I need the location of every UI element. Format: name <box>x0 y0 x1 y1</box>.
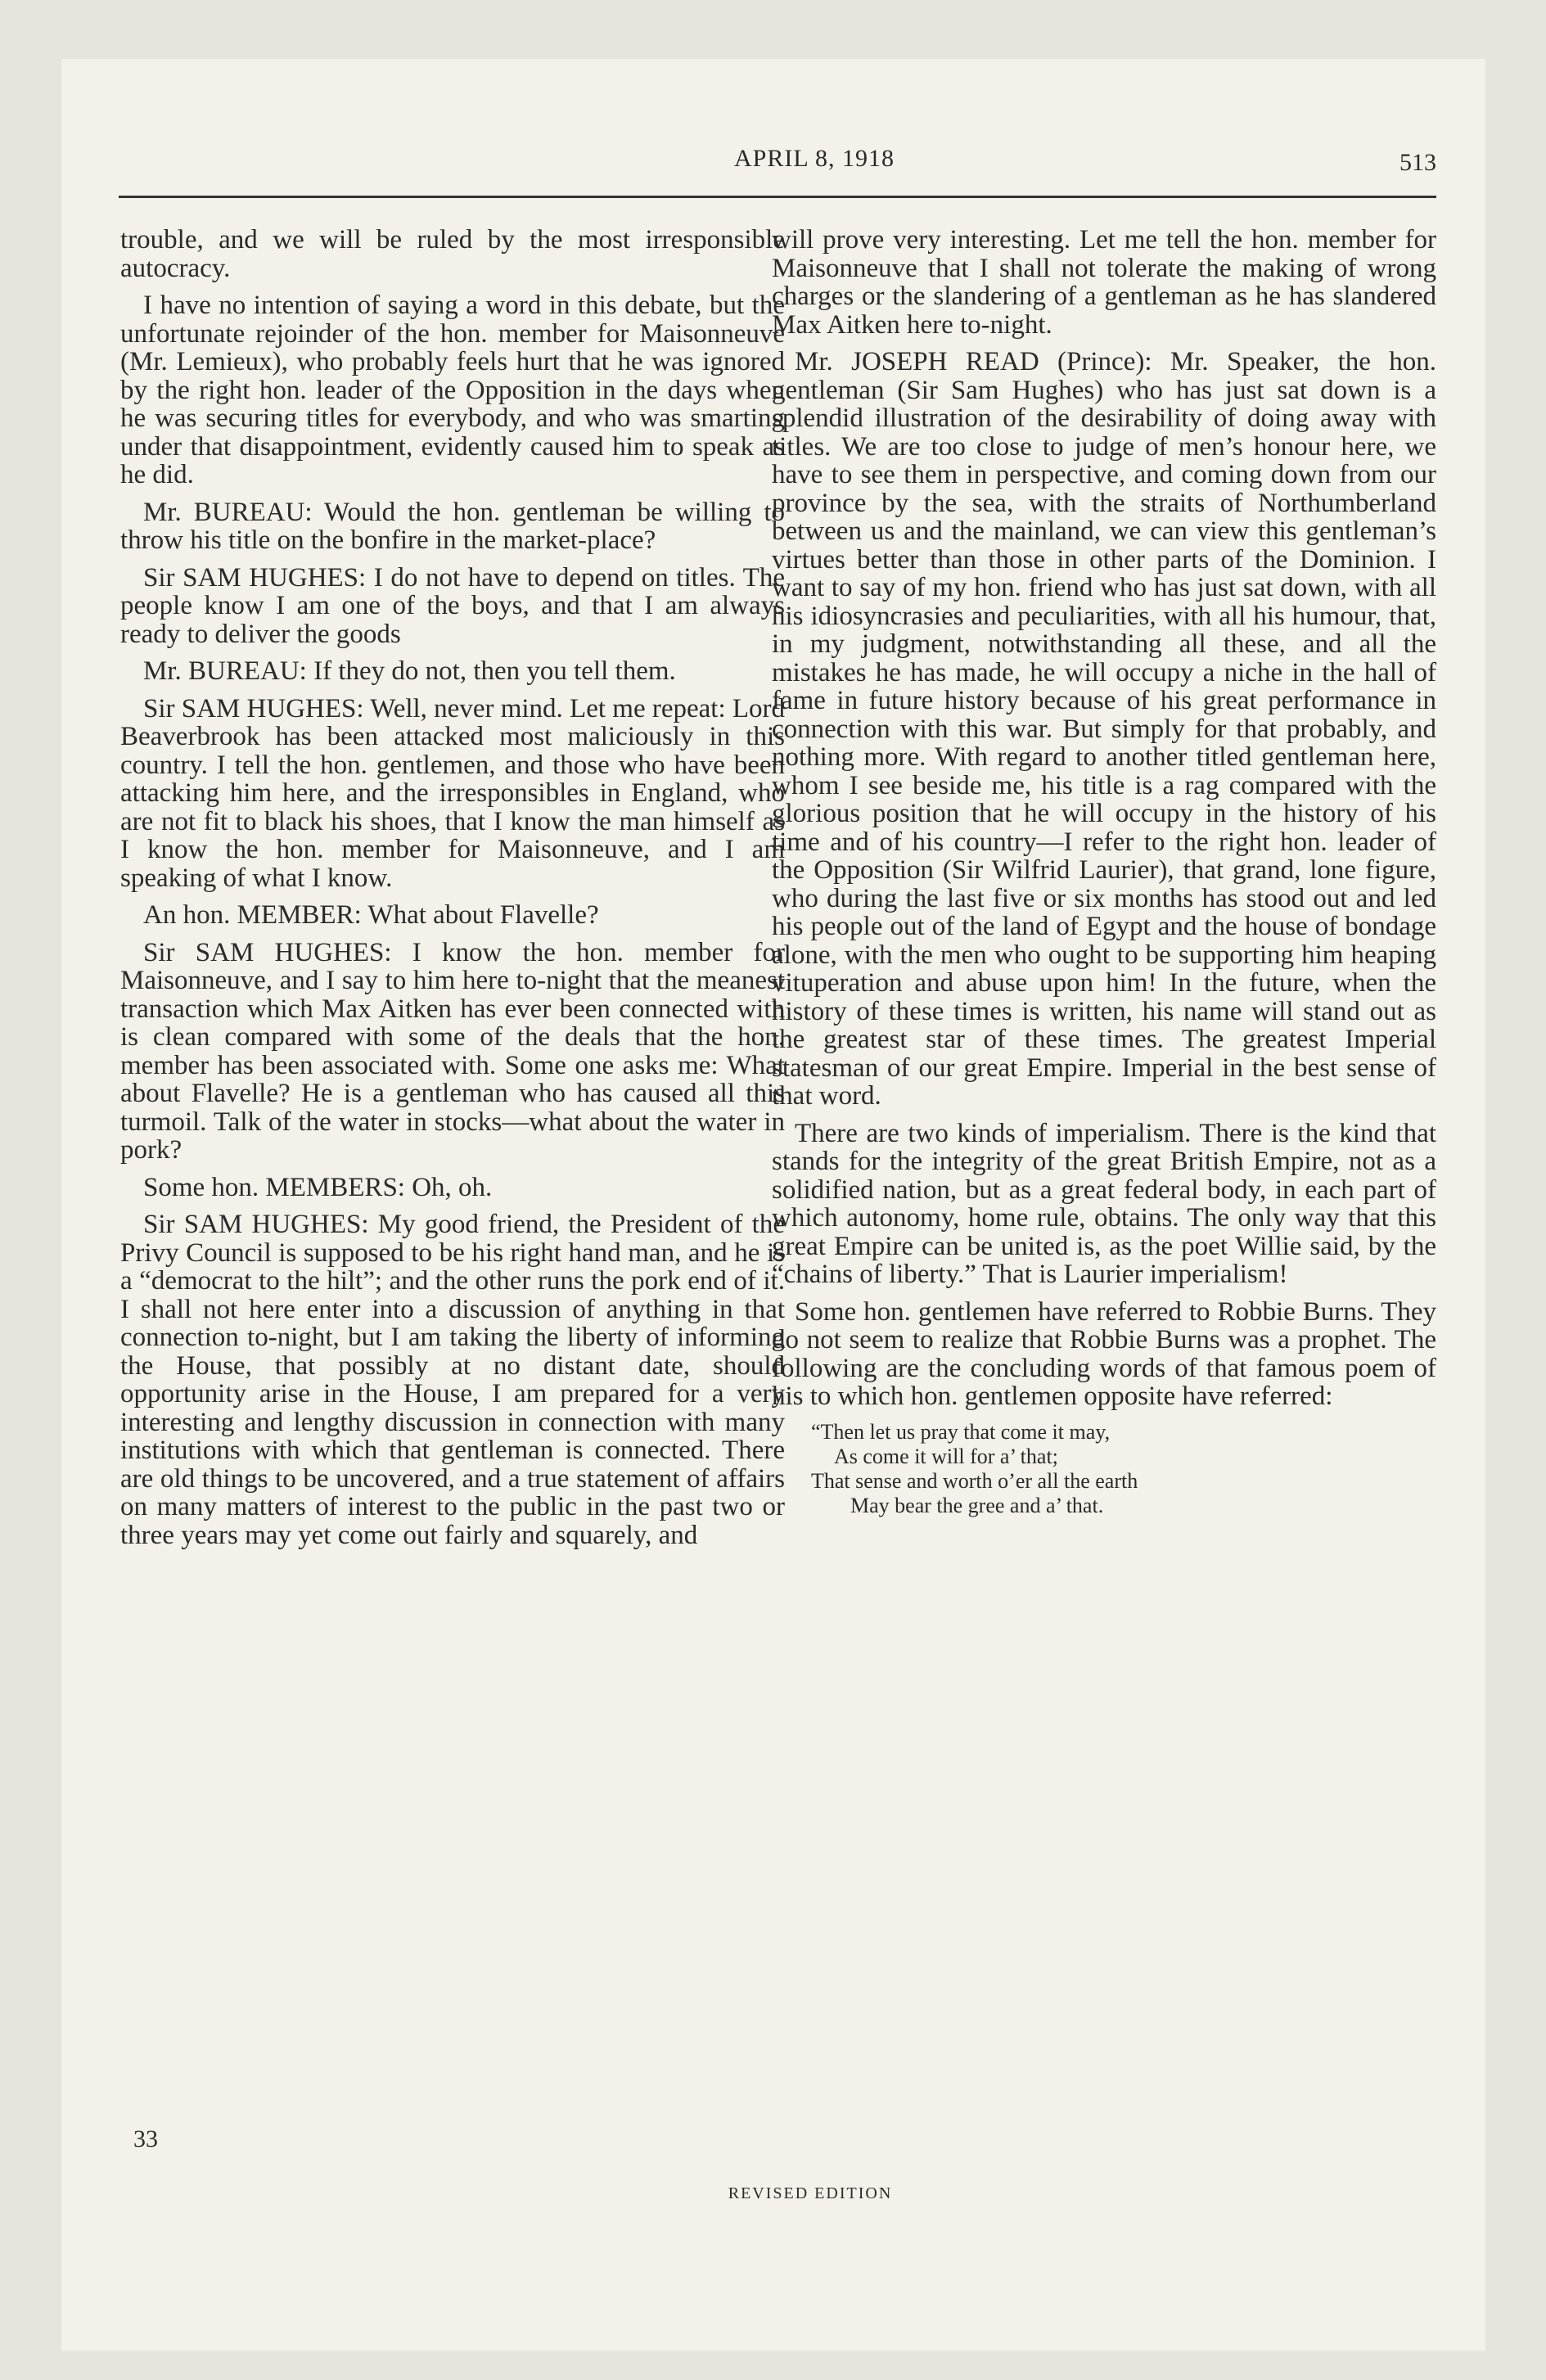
page-number: 513 <box>1400 149 1436 176</box>
poem-quote <box>811 1420 1436 1518</box>
poem-line: That sense and worth o’er all the earth <box>811 1468 1138 1493</box>
right-column <box>772 226 1436 1518</box>
paragraph: Mr. BUREAU: If they do not, then you tell them. <box>143 656 676 686</box>
document-page <box>61 59 1485 2351</box>
footer-edition: REVISED EDITION <box>728 2184 893 2202</box>
paragraph: Mr. JOSEPH READ (Prince): Mr. Speaker, the hon. gentleman (Sir Sam Hughes) who has just sat down is a splendid illustration of the desirability of doing away with titles. We are too close to judge of men’s honour here, we have to see them in perspective, and coming down from our province by the sea, with the straits of Northumberland between us and the mainland, we can view this gentleman’s virtues better than those in other parts of the Dominion. I want to say of my hon. friend who has just sat down, with all his idiosyncrasies and peculiarities, with all his humour, that, in my judgment, notwithstanding all these, and all the mistakes he has made, he will occupy a niche in the hall of fame in future history because of his great performance in connection with this war. But simply for that probably, and nothing more. With regard to another titled gentleman here, whom I see beside me, his title is a rag compared with the glorious position that he will occupy in the history of his time and of his country—I refer to the right hon. leader of the Opposition (Sir Wilfrid Laurier), that grand, lone figure, who during the last five or six months has stood out and led his people out of the land of Egypt and the house of bondage alone, with the men who ought to be supporting him heaping vituperation and abuse upon him! In the future, when the history of these times is written, his name will stand out as the greatest star of these times. The greatest Imperial statesman of our great Empire. Imperial in the best sense of that word. <box>772 347 1436 1111</box>
signature-number: 33 <box>133 2125 158 2152</box>
paragraph: Some hon. gentlemen have referred to Robbie Burns. They do not seem to realize that Robbie Burns was a prophet. The following are the concluding words of that famous poem of his to which hon. gentlemen opposite have referred: <box>772 1296 1436 1411</box>
paragraph: There are two kinds of imperialism. There is the kind that stands for the integrity of the great British Empire, not as a solidified nation, but as a great federal body, in each part of which autonomy, home rule, obtains. The only way that this great Empire can be united is, as the poet Willie said, by the “chains of liberty.” That is Laurier imperialism! <box>772 1118 1436 1289</box>
poem-line: May bear the gree and a’ that. <box>850 1493 1104 1517</box>
paragraph: Some hon. MEMBERS: Oh, oh. <box>143 1172 493 1202</box>
poem-line: As come it will for a’ that; <box>834 1444 1058 1468</box>
paragraph: An hon. MEMBER: What about Flavelle? <box>143 900 599 930</box>
paragraph: I have no intention of saying a word in this debate, but the unfortunate rejoinder of the hon. member for Maisonneuve (Mr. Lemieux), who probably feels hurt that he was ignored by the right hon. leader of the Opposition in the days when he was securing titles for everybody, and who was smarting under that disappointment, evidently caused him to speak as he did. <box>120 291 785 489</box>
poem-line: “Then let us pray that come it may, <box>811 1419 1111 1444</box>
left-column <box>120 226 785 1558</box>
paragraph: Sir SAM HUGHES: Well, never mind. Let me repeat: Lord Beaverbrook has been attacked most maliciously in this country. I tell the hon. gentlemen, and those who have been attacking him here, and the irresponsibles in England, who are not fit to black his shoes, that I know the man himself as I know the hon. member for Maisonneuve, and I am speaking of what I know. <box>120 693 786 893</box>
paragraph: Sir SAM HUGHES: I do not have to depend on titles. The people know I am one of the boys, and that I am always ready to deliver the goods <box>120 562 785 649</box>
paragraph: Sir SAM HUGHES: I know the hon. member for Maisonneuve, and I say to him here to-night that the meanest transaction which Max Aitken has ever been connected with is clean compared with some of the deals that the hon. member has been associated with. Some one asks me: What about Flavelle? He is a gentleman who has caused all this turmoil. Talk of the water in stocks—what about the water in pork? <box>120 937 785 1165</box>
paragraph: Mr. BUREAU: Would the hon. gentleman be willing to throw his title on the bonfire in the market-place? <box>120 497 785 555</box>
paragraph: Sir SAM HUGHES: My good friend, the President of the Privy Council is supposed to be his right hand man, and he is a “democrat to the hilt”; and the other runs the pork end of it. I shall not here enter into a discussion of anything in that connection to-night, but I am taking the liberty of informing the House, that possibly at no distant date, should opportunity arise in the House, I am prepared for a very interesting and lengthy discussion in connection with many institutions with which that gentleman is connected. There are old things to be uncovered, and a true statement of affairs on many matters of interest to the public in the past two or three years may yet come out fairly and squarely, and <box>120 1210 785 1550</box>
paragraph: will prove very interesting. Let me tell the hon. member for Maisonneuve that I shall not tolerate the making of wrong charges or the slandering of a gentleman as he has slandered Max Aitken here to-night. <box>772 225 1436 340</box>
page-date: APRIL 8, 1918 <box>733 145 895 172</box>
paragraph: trouble, and we will be ruled by the most irresponsible autocracy. <box>120 225 785 283</box>
header-rule <box>119 196 1436 198</box>
